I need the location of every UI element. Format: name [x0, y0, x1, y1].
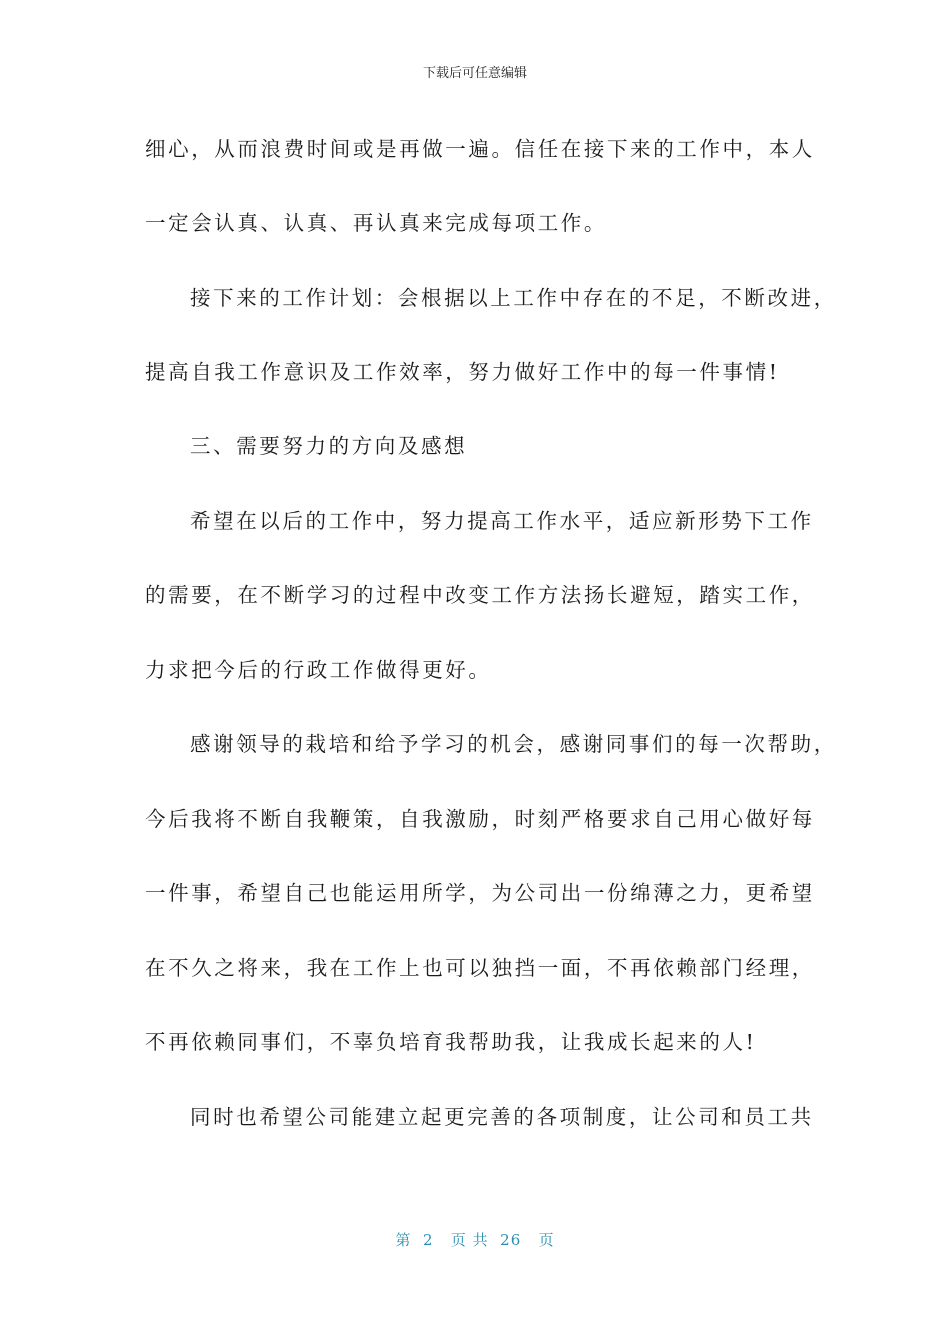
text-line: 接下来的工作计划：会根据以上工作中存在的不足，不断改进，	[190, 286, 837, 310]
text-line: 一件事，希望自己也能运用所学，为公司出一份绵薄之力，更希望	[145, 881, 815, 905]
text-line: 细心，从而浪费时间或是再做一遍。信任在接下来的工作中，本人	[145, 137, 815, 161]
text-line: 一定会认真、认真、再认真来完成每项工作。	[145, 211, 607, 235]
text-line: 提高自我工作意识及工作效率，努力做好工作中的每一件事情!	[145, 360, 780, 384]
text-line: 希望在以后的工作中，努力提高工作水平，适应新形势下工作	[190, 509, 814, 533]
page-total: 26	[500, 1231, 522, 1249]
page-header: 下载后可任意编辑	[422, 66, 527, 81]
text-line: 力求把今后的行政工作做得更好。	[145, 658, 492, 682]
page-number: 2	[422, 1231, 434, 1249]
footer-prefix: 第	[395, 1231, 412, 1249]
footer-suffix: 页	[538, 1231, 555, 1249]
text-line: 今后我将不断自我鞭策，自我激励，时刻严格要求自己用心做好每	[145, 807, 815, 831]
section-heading: 三、需要努力的方向及感想	[190, 434, 468, 458]
text-line: 感谢领导的栽培和给予学习的机会，感谢同事们的每一次帮助，	[190, 732, 837, 756]
text-line: 在不久之将来，我在工作上也可以独挡一面，不再依赖部门经理，	[145, 956, 815, 980]
footer-middle: 页 共	[450, 1231, 489, 1249]
page-footer	[0, 1230, 950, 1250]
text-line: 的需要，在不断学习的过程中改变工作方法扬长避短，踏实工作，	[145, 583, 815, 607]
text-line: 同时也希望公司能建立起更完善的各项制度，让公司和员工共	[190, 1105, 814, 1129]
text-line: 不再依赖同事们，不辜负培育我帮助我，让我成长起来的人!	[145, 1030, 757, 1054]
